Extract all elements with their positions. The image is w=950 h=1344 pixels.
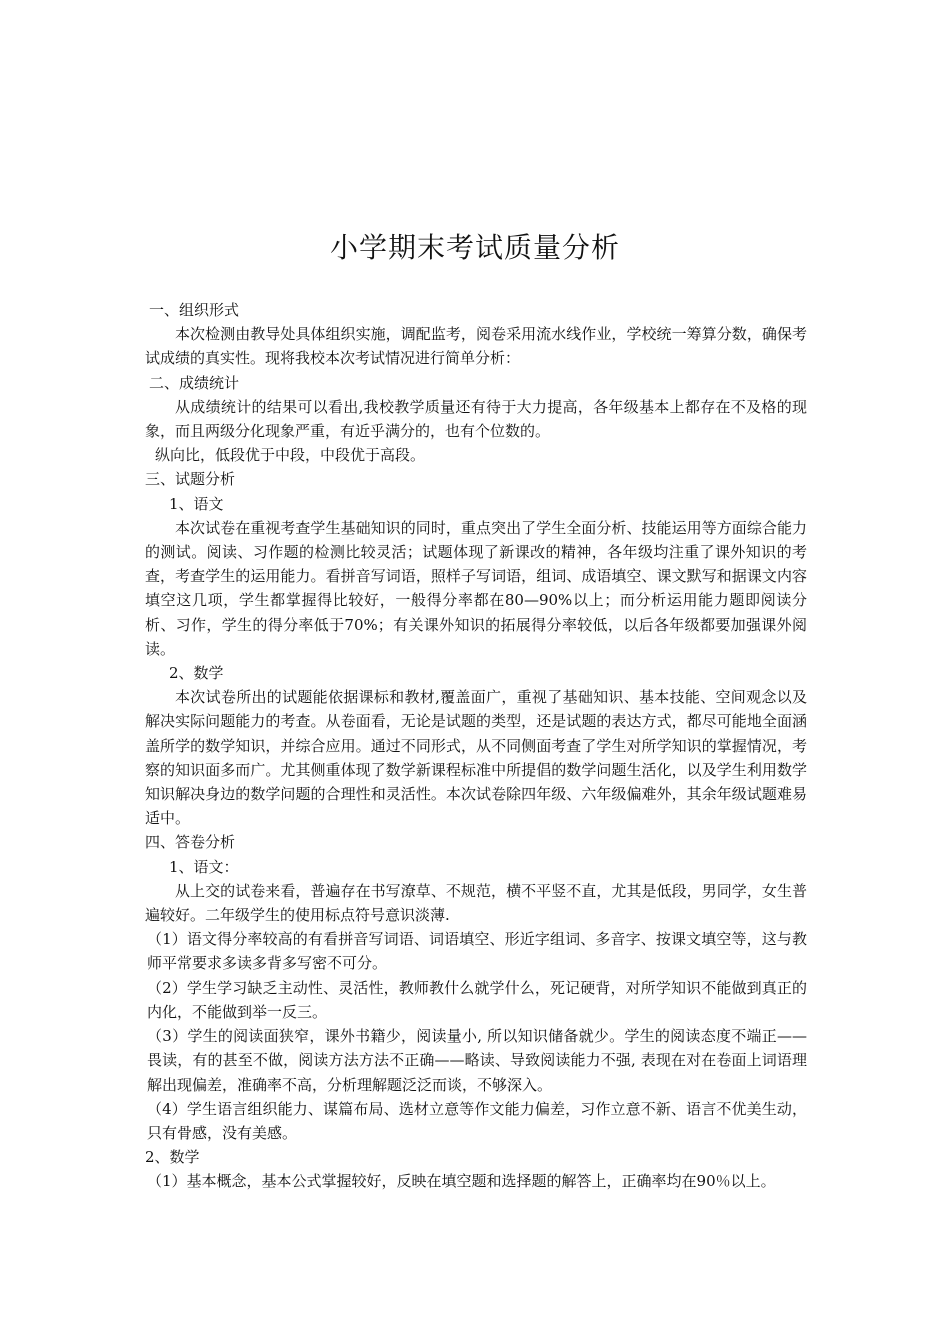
- paragraph: 从成绩统计的结果可以看出,我校教学质量还有待于大力提高，各年级基本上都存在不及格的现象，而且两级分化现象严重，有近乎满分的，也有个位数的。: [145, 397, 807, 441]
- list-item: （1）语文得分率较高的有看拼音写词语、词语填空、形近字组词、多音字、按课文填空等，这与教师平常要求多读多背多写密不可分。: [147, 930, 807, 973]
- list-item: （3）学生的阅读面狭窄，课外书籍少，阅读量小, 所以知识储备就少。学生的阅读态度不端正——畏读，有的甚至不做，阅读方法方法不正确——略读、导致阅读能力不强, 表现在对在卷面上词语理解出现偏差，准确率不高，分析理解题泛泛而谈，不够深入。: [147, 1027, 807, 1094]
- paragraph: 纵向比，低段优于中段，中段优于高段。: [155, 446, 426, 465]
- list-item: （1）基本概念，基本公式掌握较好，反映在填空题和选择题的解答上，正确率均在90％以上。: [147, 1172, 776, 1191]
- section-heading-scores: 二、成绩统计: [149, 373, 240, 392]
- paragraph: 本次检测由教导处具体组织实施，调配监考，阅卷采用流水线作业，学校统一筹算分数，确保考试成绩的真实性。现将我校本次考试情况进行简单分析：: [145, 325, 807, 368]
- section-heading-organization: 一、组织形式: [149, 301, 240, 319]
- page-title: 小学期末考试质量分析: [329, 231, 620, 264]
- subheading-chinese: 1、语文：: [169, 857, 239, 876]
- paragraph: 本次试卷在重视考查学生基础知识的同时，重点突出了学生全面分析、技能运用等方面综合能力的测试。阅读、习作题的检测比较灵活；试题体现了新课改的精神，各年级均注重了课外知识的考查，考查学生的运用能力。看拼音写词语，照样子写词语，组词、成语填空、课文默写和据课文内容填空这几项，学生都掌握得比较好，一般得分率都在80—90%以上；而分析运用能力题即阅读分析、习作，学生的得分率低于70%；有关课外知识的拓展得分率较低，以后各年级都要加强课外阅读。: [145, 518, 807, 658]
- subheading-chinese: 1、语文: [169, 494, 224, 513]
- paragraph: 本次试卷所出的试题能依据课标和教材,覆盖面广，重视了基础知识、基本技能、空间观念以及解决实际问题能力的考查。从卷面看，无论是试题的类型，还是试题的表达方式，都尽可能地全面涵盖所学的数学知识，并综合应用。通过不同形式，从不同侧面考查了学生对所学知识的掌握情况，考察的知识面多而广。尤其侧重体现了数学新课程标准中所提倡的数学问题生活化，以及学生利用数学知识解决身边的数学问题的合理性和灵活性。本次试卷除四年级、六年级偏难外，其余年级试题难易适中。: [145, 688, 807, 828]
- list-item: （4）学生语言组织能力、谋篇布局、选材立意等作文能力偏差，习作立意不新、语言不优美生动，只有骨感，没有美感。: [147, 1099, 807, 1142]
- subheading-math: 2、数学: [169, 664, 224, 683]
- list-item: （2）学生学习缺乏主动性、灵活性，教师教什么就学什么，死记硬背，对所学知识不能做到真正的内化，不能做到举一反三。: [147, 978, 807, 1021]
- document-body: [145, 298, 807, 1194]
- subheading-math: 2、数学: [145, 1148, 200, 1167]
- section-heading-questions: 三、试题分析: [145, 470, 236, 489]
- paragraph: 从上交的试卷来看，普遍存在书写潦草、不规范，横不平竖不直，尤其是低段，男同学，女生普遍较好。二年级学生的使用标点符号意识淡薄.: [145, 881, 807, 925]
- section-heading-answers: 四、答卷分析: [145, 833, 236, 852]
